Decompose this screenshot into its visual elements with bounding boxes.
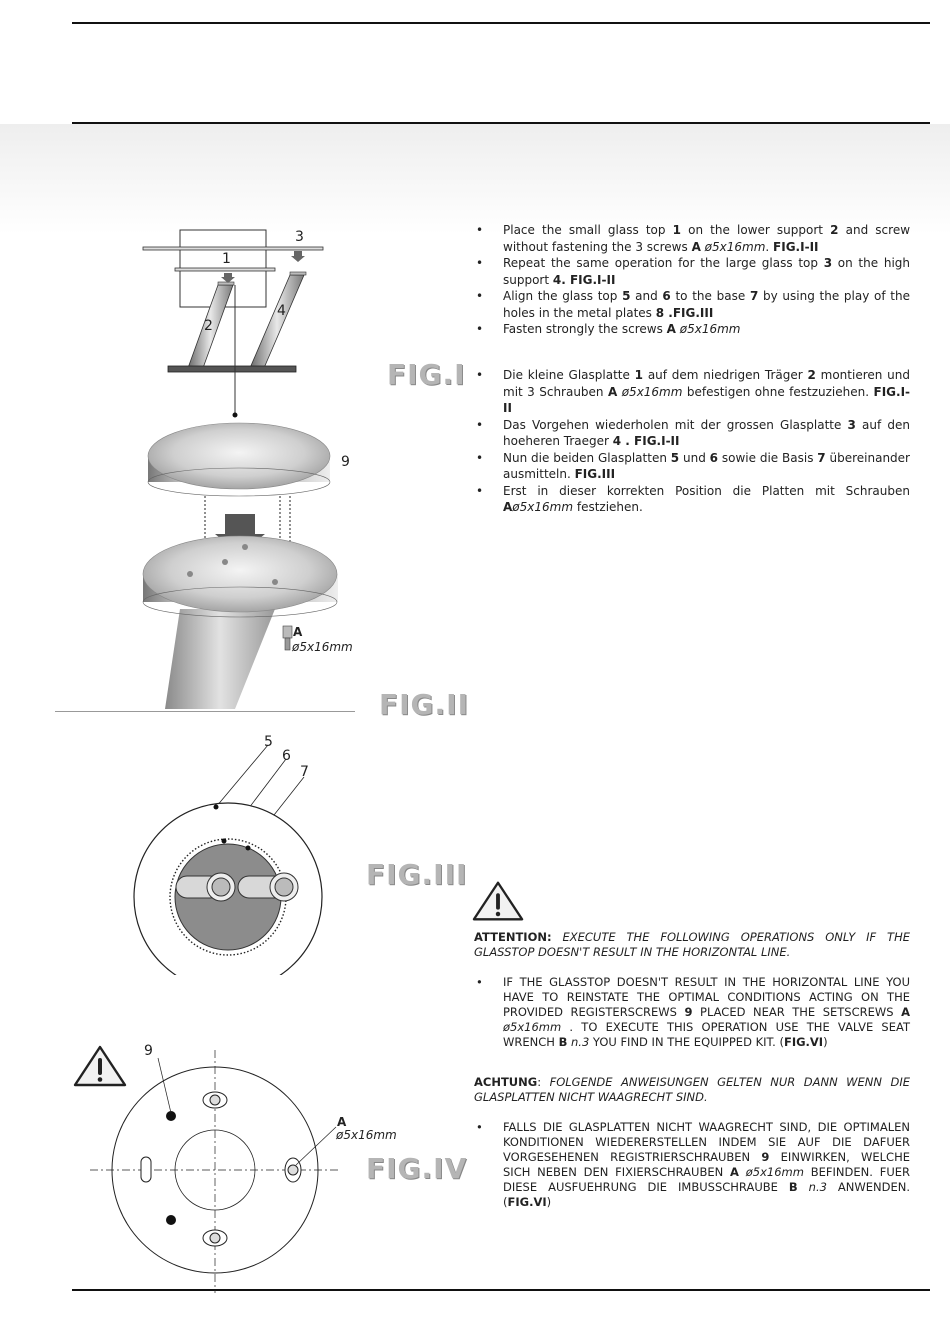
fig2-label: FIG.II [379, 688, 469, 721]
text-run: Align the glass top [503, 289, 623, 303]
text-run: IF THE GLASSTOP DOESN'T RESULT IN THE HORIZONTAL LINE YOU HAVE TO REINSTATE THE OPTIMAL CONDITIONS ACTING ON THE PROVIDED REGISTERSCREWS [503, 975, 910, 1019]
text-run: by using the play of the holes in the metal plates [503, 289, 910, 320]
text-run: FIG.I-II [773, 239, 819, 254]
text-run: Nun die beiden Glasplatten [503, 450, 671, 465]
warning-triangle-icon [472, 880, 524, 922]
text-run: FIG.III [574, 467, 616, 481]
text-run: ø5x16mm [617, 384, 683, 399]
fig4-label: FIG.IV [366, 1152, 468, 1185]
figure-1-drawing [140, 225, 340, 425]
text-run: A [503, 500, 513, 514]
german-step [474, 417, 910, 450]
header-rule [72, 122, 930, 124]
text-run: A [691, 239, 701, 254]
text-run: Place the small glass top [503, 223, 673, 237]
text-run: 3 [823, 256, 833, 270]
text-run: 1 [672, 223, 681, 237]
text-run: on the lower support [681, 223, 831, 237]
text-run: 8 .FIG.III [655, 305, 714, 320]
text-run: FIG.I-II [503, 384, 911, 415]
text-run: 5 [622, 289, 631, 303]
fig4-callout-9: 9 [144, 1043, 153, 1059]
text-run: FALLS DIE GLASPLATTEN NICHT WAAGRECHT SIND, DIE OPTIMALEN KONDITIONEN WIEDERERSTELLEN INDEM SIE AUF DIE DAFUER VORGESEHENEN REGISTRIERSCHRAUBEN [503, 1120, 910, 1164]
text-run: A [607, 384, 618, 399]
german-step [474, 450, 910, 483]
attention-english-list [474, 975, 910, 1050]
fig1-callout-3: 3 [295, 229, 304, 245]
text-run: A [730, 1165, 739, 1179]
english-step [474, 255, 910, 288]
fig1-callout-1: 1 [222, 251, 231, 267]
text-run: ø5x16mm [675, 322, 741, 336]
text-run: to the base [670, 289, 750, 303]
text-run: and [630, 289, 663, 303]
text-run: 2 [807, 368, 816, 382]
text-run: ) [823, 1035, 828, 1049]
text-run: befestigen ohne festzuziehen. [682, 384, 874, 399]
figure-4-drawing [88, 1045, 348, 1295]
text-run: n.3 [797, 1180, 827, 1194]
fig3-label: FIG.III [366, 858, 468, 891]
attention-german-step [474, 1120, 910, 1210]
fig1-callout-4: 4 [277, 303, 286, 319]
instructions-german [474, 367, 910, 516]
text-run: EXECUTE THE FOLLOWING OPERATIONS ONLY IF THE GLASSTOP DOESN'T RESULT IN THE HORIZONTAL LINE. [474, 930, 910, 959]
text-run: FIG.VI [507, 1195, 547, 1209]
text-run: ø5x16mm [700, 239, 766, 254]
text-run: Die kleine Glasplatte [503, 368, 635, 382]
fig3-callout-7: 7 [300, 764, 309, 780]
text-run: ) [546, 1195, 552, 1209]
text-run: n.3 [567, 1035, 590, 1049]
text-run: 3 [847, 417, 856, 432]
text-run: 9 [761, 1150, 770, 1164]
text-run: : [537, 1075, 550, 1089]
text-run: 6 [662, 289, 671, 303]
text-run: 4 . FIG.I-II [612, 434, 680, 448]
german-step [474, 483, 910, 516]
text-run: 6 [709, 450, 719, 465]
figure-3-drawing [128, 735, 328, 975]
fig2-screw-size: ø5x16mm [292, 640, 353, 654]
fig1-callout-2: 2 [204, 318, 213, 334]
text-run: montieren und mit 3 Schrauben [503, 368, 910, 399]
text-run: sowie die Basis [718, 450, 818, 465]
text-run: übereinander ausmitteln. [503, 450, 910, 481]
german-step [474, 367, 910, 417]
text-run: . [765, 239, 774, 254]
fig3-callout-6: 6 [282, 748, 291, 764]
text-run: 9 [684, 1005, 693, 1019]
text-run: ACHTUNG [474, 1075, 538, 1089]
text-run: auf den hoeheren Traeger [503, 417, 910, 448]
text-run: Das Vorgehen wiederholen mit der grossen Glasplatte [503, 417, 848, 432]
text-run: on the high support [503, 256, 910, 287]
text-run: FIG.VI [783, 1035, 824, 1049]
text-run: YOU FIND IN THE EQUIPPED KIT. ( [589, 1035, 784, 1049]
text-run: ANWENDEN. ( [503, 1180, 911, 1209]
text-run: festziehen. [573, 500, 643, 514]
fig3-callout-5: 5 [264, 734, 273, 750]
text-run: ø5x16mm [512, 500, 574, 514]
figure-2-drawing [125, 414, 355, 714]
text-run: 2 [830, 223, 839, 237]
header-band [0, 124, 950, 234]
text-run: EINWIRKEN, WELCHE SICH NEBEN DEN FIXIERSCHRAUBEN [503, 1150, 910, 1179]
attention-german-list [474, 1120, 910, 1210]
text-run: and screw without fastening the 3 screws [503, 223, 911, 254]
fig2-callout-9: 9 [341, 454, 350, 470]
english-list [474, 222, 910, 338]
text-run: Erst in dieser korrekten Position die Platten mit Schrauben [503, 483, 910, 498]
text-run: auf dem niedrigen Träger [643, 368, 808, 382]
attention-english-heading [474, 930, 910, 960]
text-run: A [901, 1005, 911, 1019]
attention-english-step [474, 975, 910, 1050]
text-run: Repeat the same operation for the large glass top [503, 256, 824, 270]
text-run: PLACED NEAR THE SETSCREWS [692, 1005, 902, 1019]
text-run: B [558, 1035, 568, 1049]
attention-english [474, 930, 910, 1050]
text-run: B [788, 1180, 798, 1194]
text-run: . TO EXECUTE THIS OPERATION USE THE VALVE SEAT WRENCH [503, 1020, 910, 1049]
english-step [474, 321, 910, 338]
attention-german [474, 1075, 910, 1210]
fig4-screw-size: ø5x16mm [336, 1128, 397, 1142]
text-run: Fasten strongly the screws [503, 322, 667, 336]
text-run: 5 [670, 450, 680, 465]
text-run: 7 [817, 450, 826, 465]
text-run: 7 [749, 289, 759, 303]
text-run: 4. FIG.I-II [552, 272, 616, 287]
text-run: A [666, 322, 676, 336]
instructions-english [474, 222, 910, 338]
fig2-screw-letter: A [293, 625, 303, 639]
english-step [474, 288, 910, 321]
text-run: und [679, 450, 710, 465]
text-run: ø5x16mm [738, 1165, 804, 1179]
english-step [474, 222, 910, 255]
text-run: ATTENTION: [474, 930, 552, 944]
top-rule [72, 22, 930, 24]
text-run: FOLGENDE ANWEISUNGEN GELTEN NUR DANN WENN DIE GLASPLATTEN NICHT WAAGRECHT SIND. [474, 1075, 911, 1104]
fig4-screw-letter: A [337, 1115, 347, 1129]
text-run: BEFINDEN. FUER DIESE AUSFUEHRUNG DIE IMBUSSCHRAUBE [503, 1165, 911, 1194]
attention-german-heading [474, 1075, 910, 1105]
text-run: 1 [634, 368, 644, 382]
fig1-label: FIG.I [387, 358, 466, 391]
german-list [474, 367, 910, 516]
text-run: ø5x16mm [503, 1020, 562, 1034]
